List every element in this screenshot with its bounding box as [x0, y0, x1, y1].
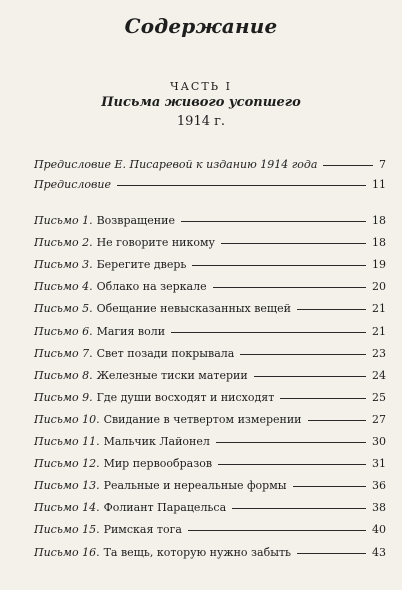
page-number: 43 — [372, 546, 386, 559]
letter-title: Обещание невысказанных вещей — [96, 302, 291, 315]
page-number: 18 — [372, 214, 386, 227]
leader-line — [308, 420, 366, 421]
letter-title: Не говорите никому — [96, 236, 216, 249]
letter-title: Железные тиски материи — [96, 369, 248, 382]
part-year: 1914 г. — [176, 114, 226, 129]
letter-number: Письмо 11. — [34, 435, 100, 448]
leader-line — [297, 309, 366, 310]
page-number: 20 — [372, 280, 386, 293]
entry-title: Предисловие Е. Писаревой к изданию 1914 года — [34, 158, 318, 171]
entry-title: Предисловие — [34, 178, 111, 191]
part-subtitle: Письма живого усопшего — [101, 95, 301, 110]
entry-title — [34, 546, 291, 559]
leader-line — [280, 398, 366, 399]
letter-entry — [34, 302, 386, 320]
letter-entry — [34, 325, 386, 343]
entry-title — [34, 302, 291, 315]
letter-number: Письмо 5. — [34, 302, 93, 315]
entry-title — [34, 347, 234, 360]
leader-line — [216, 442, 366, 443]
entry-title — [34, 501, 226, 514]
entry-title — [34, 457, 212, 470]
letter-title: Римская тога — [103, 523, 182, 536]
letter-number: Письмо 7. — [34, 347, 93, 360]
letter-number: Письмо 12. — [34, 457, 100, 470]
letter-entry — [34, 501, 386, 519]
leader-line — [188, 530, 366, 531]
page-number: 27 — [372, 413, 386, 426]
letter-number: Письмо 15. — [34, 523, 100, 536]
letter-title: Та вещь, которую нужно забыть — [103, 546, 292, 559]
letter-entry — [34, 369, 386, 387]
letter-title: Мир первообразов — [103, 457, 213, 470]
letter-title: Свидание в четвертом измерении — [103, 413, 302, 426]
letter-number: Письмо 14. — [34, 501, 100, 514]
letter-entry — [34, 546, 386, 564]
letter-title: Магия воли — [96, 325, 166, 338]
part-label: ЧАСТЬ I — [170, 80, 232, 93]
letter-number: Письмо 9. — [34, 391, 93, 404]
intro-entry — [34, 158, 386, 176]
letter-number: Письмо 16. — [34, 546, 100, 559]
letter-entry — [34, 258, 386, 276]
entry-title — [34, 413, 302, 426]
entry-title — [34, 325, 165, 338]
leader-line — [117, 185, 366, 186]
page-number: 19 — [372, 258, 386, 271]
letter-title: Берегите дверь — [96, 258, 187, 271]
entry-title — [34, 258, 186, 271]
entry-title — [34, 214, 175, 227]
letter-entry — [34, 236, 386, 254]
letter-number: Письмо 13. — [34, 479, 100, 492]
letter-entry — [34, 391, 386, 409]
letter-entry — [34, 413, 386, 431]
leader-line — [232, 508, 366, 509]
letter-number: Письмо 8. — [34, 369, 93, 382]
letter-entry — [34, 347, 386, 365]
letter-number: Письмо 1. — [34, 214, 93, 227]
entry-title — [34, 280, 207, 293]
page-number: 38 — [372, 501, 386, 514]
leader-line — [297, 553, 366, 554]
letter-title: Реальные и нереальные формы — [103, 479, 287, 492]
entry-title — [34, 523, 182, 536]
letter-entry — [34, 457, 386, 475]
letter-entry — [34, 214, 386, 232]
page-number: 24 — [372, 369, 386, 382]
page-number: 36 — [372, 479, 386, 492]
letter-title: Свет позади покрывала — [96, 347, 235, 360]
intro-entry — [34, 178, 386, 196]
page-number: 7 — [379, 158, 386, 171]
leader-line — [171, 332, 366, 333]
letter-number: Письмо 3. — [34, 258, 93, 271]
letter-entry — [34, 479, 386, 497]
page-number: 23 — [372, 347, 386, 360]
leader-line — [218, 464, 366, 465]
letter-number: Письмо 4. — [34, 280, 93, 293]
leader-line — [213, 287, 366, 288]
leader-line — [293, 486, 366, 487]
page-number: 21 — [372, 302, 386, 315]
leader-line — [181, 221, 366, 222]
page-number: 11 — [372, 178, 386, 191]
letter-number: Письмо 10. — [34, 413, 100, 426]
leader-line — [240, 354, 366, 355]
entry-title — [34, 369, 248, 382]
leader-line — [221, 243, 366, 244]
letter-number: Письмо 6. — [34, 325, 93, 338]
leader-line — [254, 376, 366, 377]
letter-number: Письмо 2. — [34, 236, 93, 249]
letter-entry — [34, 280, 386, 298]
page-number: 18 — [372, 236, 386, 249]
page-number: 25 — [372, 391, 386, 404]
entry-title — [34, 479, 287, 492]
page-number: 30 — [372, 435, 386, 448]
letter-entry — [34, 523, 386, 541]
entry-title — [34, 391, 274, 404]
entry-title — [34, 236, 215, 249]
page-number: 21 — [372, 325, 386, 338]
page-number: 31 — [372, 457, 386, 470]
leader-line — [192, 265, 366, 266]
letter-entry — [34, 435, 386, 453]
entry-title — [34, 435, 210, 448]
letter-title: Мальчик Лайонел — [103, 435, 210, 448]
letter-title: Облако на зеркале — [96, 280, 207, 293]
letter-title: Где души восходят и нисходят — [96, 391, 275, 404]
leader-line — [323, 165, 373, 166]
letter-title: Возвращение — [96, 214, 175, 227]
page-title: Содержание — [124, 14, 278, 38]
page-number: 40 — [372, 523, 386, 536]
letter-title: Фолиант Парацельса — [103, 501, 227, 514]
